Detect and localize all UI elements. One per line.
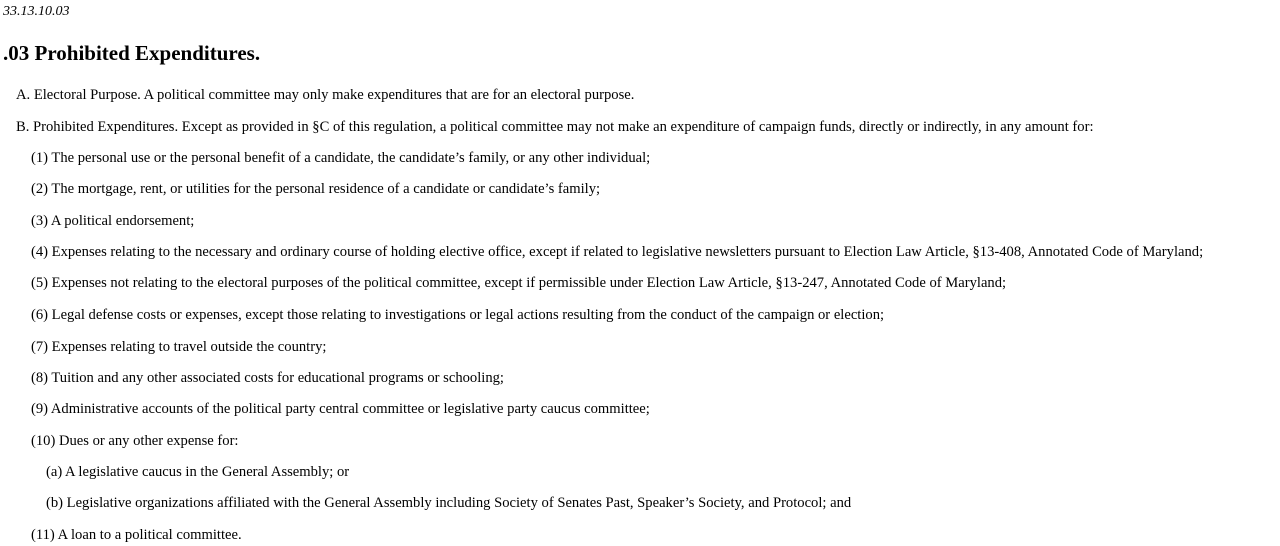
paragraph-b-11: (11) A loan to a political committee. (31, 527, 242, 543)
regulation-citation: 33.13.10.03 (3, 4, 70, 19)
paragraph-b-7: (7) Expenses relating to travel outside the country; (31, 339, 327, 355)
paragraph-b-1: (1) The personal use or the personal benefit of a candidate, the candidate’s family, or any other individual; (31, 150, 651, 166)
paragraph-b-5: (5) Expenses not relating to the electoral purposes of the political committee, except if permissible under Election Law Article, §13-247, Annotated Code of Maryland; (31, 275, 1007, 291)
paragraph-b-8: (8) Tuition and any other associated costs for educational programs or schooling; (31, 370, 504, 386)
paragraph-b-3: (3) A political endorsement; (31, 213, 195, 229)
paragraph-b-2: (2) The mortgage, rent, or utilities for the personal residence of a candidate or candidate’s family; (31, 181, 601, 197)
paragraph-b-10: (10) Dues or any other expense for: (31, 433, 239, 449)
paragraph-b-10-a: (a) A legislative caucus in the General Assembly; or (46, 464, 350, 480)
paragraph-b-10-b: (b) Legislative organizations affiliated with the General Assembly including Society of Senates Past, Speaker’s Society, and Protocol; and (46, 495, 852, 511)
paragraph-b-9: (9) Administrative accounts of the political party central committee or legislative party caucus committee; (31, 401, 650, 417)
paragraph-b-6: (6) Legal defense costs or expenses, except those relating to investigations or legal actions resulting from the conduct of the campaign or election; (31, 307, 885, 323)
paragraph-b: B. Prohibited Expenditures. Except as provided in §C of this regulation, a political committee may not make an expenditure of campaign funds, directly or indirectly, in any amount for: (16, 119, 1094, 135)
paragraph-b-4: (4) Expenses relating to the necessary and ordinary course of holding elective office, except if related to legislative newsletters pursuant to Election Law Article, §13-408, Annotated Code of Maryland; (31, 244, 1204, 260)
paragraph-a: A. Electoral Purpose. A political committee may only make expenditures that are for an electoral purpose. (16, 87, 635, 103)
section-heading: .03 Prohibited Expenditures. (3, 41, 261, 65)
